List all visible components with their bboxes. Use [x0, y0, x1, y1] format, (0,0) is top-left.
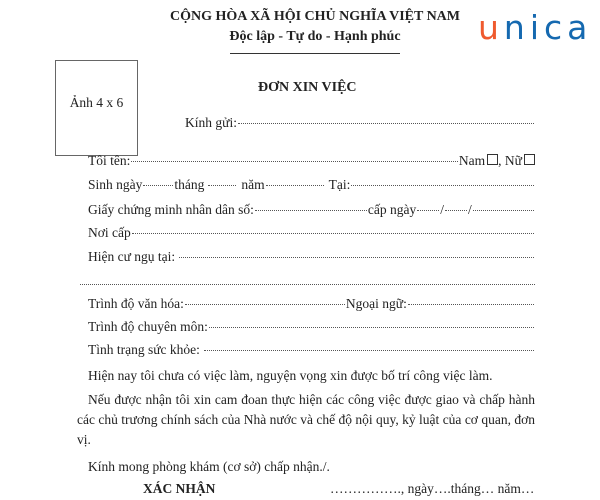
document-title: ĐƠN XIN VIỆC [258, 80, 357, 95]
date-line: ……………., ngày….tháng… năm… [330, 481, 535, 496]
id-date-year[interactable] [473, 210, 534, 211]
health-field[interactable] [204, 350, 534, 351]
photo-box-label: Ảnh 4 x 6 [69, 95, 124, 110]
motto-underline [230, 53, 400, 54]
unica-logo [478, 8, 592, 47]
residence-field[interactable] [179, 257, 534, 258]
national-motto: Độc lập - Tự do - Hạnh phúc [229, 29, 401, 44]
specialty-line [88, 319, 535, 337]
dob-month-label: tháng [174, 177, 205, 192]
female-label: , Nữ [498, 153, 522, 168]
national-title: CỘNG HÒA XÃ HỘI CHỦ NGHĨA VIỆT NAM [169, 9, 460, 24]
id-place-field[interactable] [132, 233, 534, 234]
recipient-field[interactable] [238, 123, 534, 124]
health-line [88, 342, 535, 360]
residence-line [88, 249, 535, 267]
female-checkbox[interactable] [524, 154, 535, 165]
confirm-heading: XÁC NHẬN [143, 481, 216, 496]
education-label: Trình độ văn hóa: [88, 296, 184, 311]
health-label: Tình trạng sức khỏe: [88, 342, 200, 357]
dob-day-field[interactable] [143, 185, 173, 186]
name-label: Tôi tên: [88, 153, 131, 168]
id-date-label: cấp ngày [367, 202, 417, 217]
photo-box [55, 60, 138, 156]
name-field[interactable] [131, 161, 458, 162]
id-date-month[interactable] [445, 210, 467, 211]
paragraph-request: Kính mong phòng khám (cơ sở) chấp nhận./. [88, 459, 330, 474]
education-field[interactable] [185, 304, 345, 305]
dob-day-label: Sinh ngày [88, 177, 143, 192]
logo-nica: nica [503, 8, 593, 47]
recipient-label: Kính gửi: [185, 115, 237, 130]
education-line [88, 296, 535, 314]
dob-year-label: năm [241, 177, 265, 192]
specialty-label: Trình độ chuyên môn: [88, 319, 208, 334]
id-date-day[interactable] [417, 210, 439, 211]
paragraph-commitment: Nếu được nhận tôi xin cam đoan thực hiện các công việc được giao và chấp hành các chủ trương chính sách của Nhà nước và chế độ nội quy, kỷ luật của cơ quan, đơn vị. [77, 392, 535, 447]
male-label: Nam [458, 153, 486, 168]
id-line [88, 202, 535, 220]
id-place-line [88, 225, 535, 243]
residence-extra-line[interactable] [80, 284, 535, 285]
recipient-line [185, 115, 535, 133]
specialty-field[interactable] [209, 327, 534, 328]
dob-place-label: Tại: [328, 177, 351, 192]
dob-month-field[interactable] [208, 185, 236, 186]
male-checkbox[interactable] [487, 154, 498, 165]
id-number-label: Giấy chứng minh nhân dân số: [88, 202, 254, 217]
id-number-field[interactable] [255, 210, 367, 211]
dob-year-field[interactable] [266, 185, 324, 186]
date-sep: / [440, 202, 445, 217]
language-label: Ngoại ngữ: [345, 296, 407, 311]
language-field[interactable] [408, 304, 534, 305]
date-sep: / [468, 202, 472, 217]
name-line [88, 153, 535, 171]
dob-line [88, 177, 535, 195]
dob-place-field[interactable] [351, 185, 534, 186]
residence-label: Hiện cư ngụ tại: [88, 249, 176, 264]
paragraph-unemployed: Hiện nay tôi chưa có việc làm, nguyện vọng xin được bố trí công việc làm. [88, 368, 493, 383]
id-place-label: Nơi cấp [88, 225, 131, 240]
logo-u: u [478, 8, 504, 47]
